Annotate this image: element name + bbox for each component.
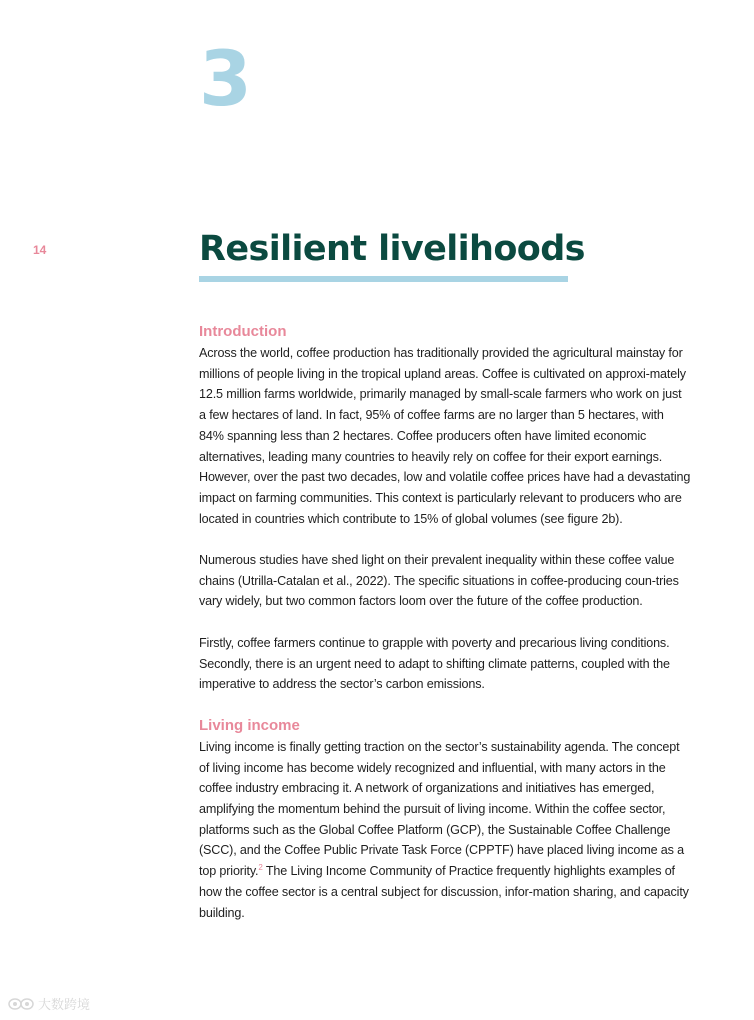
section-heading-living-income: Living income xyxy=(199,716,300,734)
page-title: Resilient livelihoods xyxy=(199,229,585,269)
living-income-paragraph xyxy=(199,737,691,923)
living-income-text-part-1: Living income is finally getting traction on the sector’s sustainability agenda. The concept of living income has become widely recognized and influential, with many actors in the coffee industry embracing it. A network of organizations and initiatives has emerged, amplifying the momentum behind the pursuit of living income. Within the coffee sector, platforms such as the Global Coffee Platform (GCP), the Sustainable Coffee Challenge (SCC), and the Coffee Public Private Task Force (CPPTF) have placed living income as a top priority. xyxy=(199,739,685,879)
page-number: 14 xyxy=(33,243,47,257)
intro-paragraph-2: Numerous studies have shed light on their prevalent inequality within these coffee value chains (Utrilla-Catalan et al., 2022). The specific situations in coffee-producing coun-tries vary widely, but two common factors loom over the future of the coffee production. xyxy=(199,553,679,609)
intro-paragraph-1: Across the world, coffee production has traditionally provided the agricultural mainstay for millions of people living in the tropical upland areas. Coffee is cultivated on approxi-mately 12.5 million farms worldwide, primarily managed by small-scale farmers who work on just a few hectares of land. In fact, 95% of coffee farms are no larger than 5 hectares, with 84% spanning less than 2 hectares. Coffee producers often have limited economic alternatives, leading many countries to heavily rely on coffee for their export earnings. However, over the past two decades, low and volatile coffee prices have had a devastating impact on farming communities. This context is particularly relevant to producers who are located in countries which contribute to 15% of global volumes (see figure 2b). xyxy=(199,346,691,526)
intro-paragraph-3: Firstly, coffee farmers continue to grapple with poverty and precarious living conditions. Secondly, there is an urgent need to adapt to shifting climate patterns, coupled with the imperative to address the sector’s carbon emissions. xyxy=(199,635,670,692)
footnote-reference[interactable]: 2 xyxy=(258,862,263,872)
section-heading-introduction: Introduction xyxy=(199,323,287,340)
watermark xyxy=(8,994,90,1013)
chapter-number: 3 xyxy=(199,34,252,123)
living-income-text-part-2: The Living Income Community of Practice frequently highlights examples of how the coffee sector is a central subject for discussion, infor-mation sharing, and capacity building. xyxy=(199,864,689,920)
watermark-text: 大数跨境 xyxy=(38,998,91,1013)
main-content xyxy=(199,321,691,923)
eye-logo-icon xyxy=(8,997,34,1011)
title-underline xyxy=(199,276,568,282)
